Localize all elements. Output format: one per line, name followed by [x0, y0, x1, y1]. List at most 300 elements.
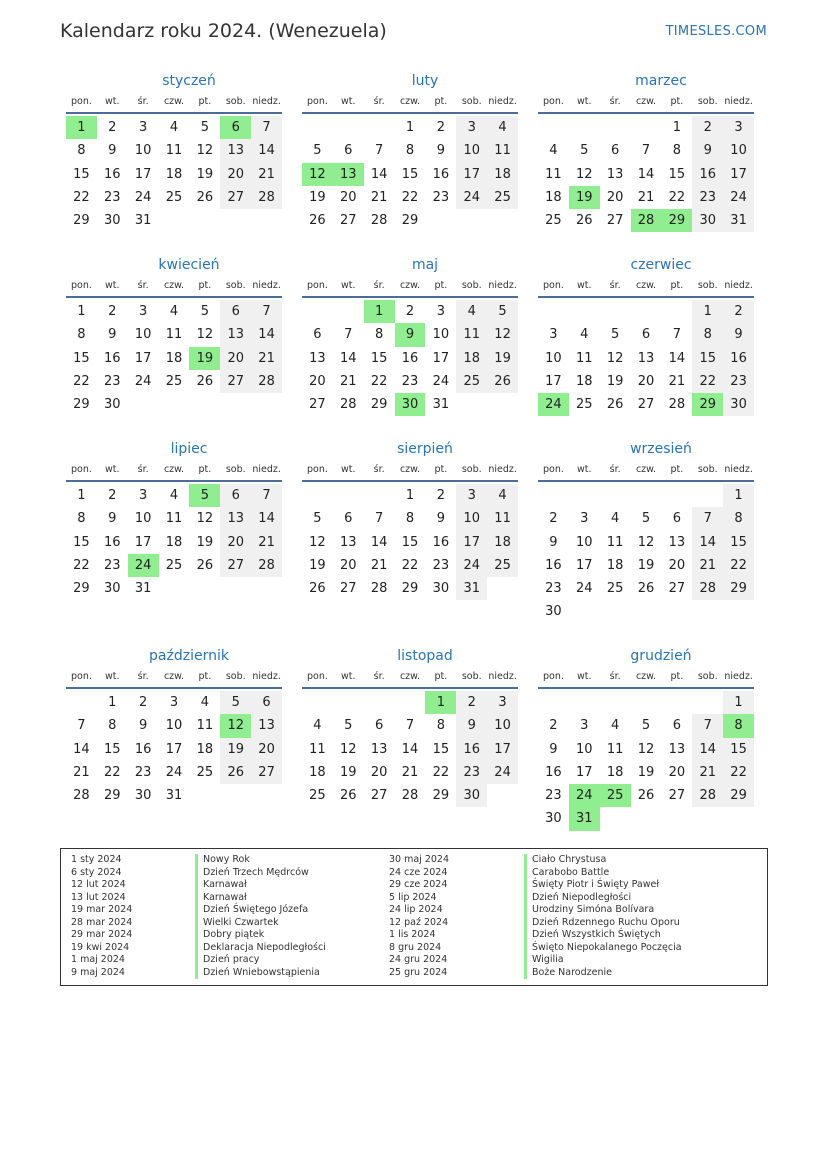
weekend-day-cell: 18 [487, 163, 518, 186]
day-cell: 10 [134, 327, 152, 343]
day-cell: 11 [165, 511, 183, 527]
day-cell: 23 [401, 373, 419, 389]
holiday-date: 1 lis 2024 [389, 929, 436, 940]
month-name: październik [149, 648, 229, 664]
day-cell: 4 [313, 718, 322, 734]
day-cell: 13 [606, 166, 624, 182]
weekday-label: pt. [434, 464, 448, 475]
holiday-date: 6 sty 2024 [71, 866, 122, 878]
weekday-label: czw. [163, 96, 185, 107]
empty-cell [333, 484, 364, 507]
day-cell: 15 [401, 534, 419, 550]
day-cell: 16 [104, 534, 121, 550]
empty-cell [661, 484, 692, 507]
month-block [66, 436, 282, 600]
weekday-label: śr. [609, 96, 621, 107]
weekday-label: niedz. [724, 96, 753, 107]
empty-cell [569, 484, 600, 507]
day-cell: 31 [134, 213, 152, 229]
holiday-name: Dzień Rdzennego Ruchu Oporu [524, 917, 682, 930]
empty-cell [569, 300, 600, 323]
weekday-label: czw. [399, 464, 421, 475]
empty-cell [364, 691, 395, 714]
weekday-label: niedz. [252, 96, 281, 107]
weekday-label: wt. [105, 671, 120, 682]
day-cell: 10 [134, 511, 152, 527]
weekday-label: śr. [137, 464, 149, 475]
day-cell: 30 [134, 788, 152, 804]
empty-cell [66, 691, 97, 714]
weekday-label: niedz. [252, 671, 281, 682]
day-cell: 27 [340, 213, 357, 229]
day-cell: 15 [73, 350, 90, 366]
day-cell: 20 [668, 557, 686, 573]
day-cell: 29 [73, 581, 90, 597]
holiday-date: 8 gru 2024 [389, 941, 442, 953]
holiday-name: Karnawał [195, 892, 326, 905]
weekday-label: sob. [225, 671, 246, 682]
empty-cell [395, 691, 426, 714]
weekend-day-cell: 26 [220, 761, 251, 784]
empty-cell [302, 484, 333, 507]
weekday-label: pt. [670, 464, 684, 475]
weekend-day-cell: 14 [251, 507, 282, 530]
day-cell: 17 [165, 741, 183, 757]
day-cell: 22 [73, 557, 90, 573]
day-cell: 17 [134, 534, 152, 550]
weekday-label: czw. [163, 280, 185, 291]
day-cell: 8 [672, 143, 681, 159]
day-cell: 17 [545, 373, 562, 389]
weekend-day-cell: 13 [220, 139, 251, 162]
weekend-day-cell: 2 [456, 691, 487, 714]
weekday-label: niedz. [488, 96, 517, 107]
holiday-date: 29 mar 2024 [71, 929, 133, 940]
day-cell: 22 [73, 373, 90, 389]
weekend-day-cell: 17 [723, 163, 754, 186]
day-cell: 29 [401, 213, 419, 229]
day-cell: 1 [405, 488, 415, 503]
weekend-day-cell: 28 [251, 370, 282, 393]
day-cell: 24 [134, 373, 152, 389]
day-cell: 17 [576, 557, 593, 573]
day-cell: 21 [637, 189, 655, 205]
weekend-day-cell: 10 [723, 139, 754, 162]
day-cell: 23 [432, 189, 450, 205]
weekday-label: pon. [70, 671, 92, 682]
day-cell: 29 [73, 213, 90, 229]
weekend-day-cell: 23 [456, 761, 487, 784]
day-cell: 12 [340, 741, 357, 757]
weekend-day-cell: 15 [692, 347, 723, 370]
holiday-date: 1 sty 2024 [71, 854, 122, 865]
month-name: sierpień [397, 441, 453, 457]
day-cell: 9 [436, 511, 445, 527]
weekday-label: niedz. [724, 280, 753, 291]
weekday-header [538, 94, 754, 114]
weekday-label: pon. [306, 96, 328, 107]
weekend-day-cell: 27 [220, 554, 251, 577]
holiday-day-cell: 31 [569, 807, 600, 830]
day-cell: 3 [580, 718, 589, 734]
holiday-date: 19 mar 2024 [71, 904, 133, 915]
weekend-day-cell: 18 [487, 531, 518, 554]
day-cell: 12 [196, 143, 214, 159]
weekend-day-cell: 24 [723, 186, 754, 209]
holiday-day-cell: 5 [189, 484, 220, 507]
empty-cell [302, 300, 333, 323]
day-cell: 23 [545, 788, 562, 804]
weekend-day-cell: 28 [251, 554, 282, 577]
month-block [302, 252, 518, 416]
day-cell: 15 [370, 350, 388, 366]
day-cell: 27 [668, 581, 686, 597]
day-cell: 18 [606, 764, 624, 780]
weekend-day-cell: 25 [456, 370, 487, 393]
day-cell: 19 [637, 557, 655, 573]
empty-cell [600, 300, 631, 323]
day-cell: 11 [165, 327, 183, 343]
weekday-label: czw. [399, 671, 421, 682]
day-cell: 16 [134, 741, 152, 757]
weekend-day-cell: 25 [487, 186, 518, 209]
weekend-day-cell: 22 [723, 554, 754, 577]
day-cell: 29 [370, 397, 388, 413]
weekend-day-cell: 5 [487, 300, 518, 323]
weekday-label: niedz. [724, 671, 753, 682]
day-cell: 5 [580, 143, 589, 159]
weekend-day-cell: 1 [723, 691, 754, 714]
empty-cell [631, 691, 662, 714]
day-cell: 11 [606, 741, 624, 757]
month-block [538, 436, 754, 624]
day-cell: 9 [138, 718, 148, 734]
weekend-day-cell: 2 [692, 116, 723, 139]
day-cell: 5 [200, 120, 209, 135]
weekday-label: pt. [434, 280, 448, 291]
day-grid [302, 691, 518, 807]
weekend-day-cell: 21 [692, 554, 723, 577]
weekend-day-cell: 3 [723, 116, 754, 139]
weekday-label: pt. [198, 671, 212, 682]
weekend-day-cell: 21 [251, 347, 282, 370]
weekend-day-cell: 15 [723, 531, 754, 554]
day-grid [538, 300, 754, 416]
day-cell: 8 [405, 511, 415, 527]
empty-cell [600, 691, 631, 714]
day-cell: 12 [576, 166, 593, 182]
weekday-label: śr. [373, 671, 385, 682]
day-cell: 24 [576, 581, 593, 597]
month-block [302, 68, 518, 232]
day-cell: 25 [576, 397, 593, 413]
weekend-day-cell: 14 [251, 139, 282, 162]
day-cell: 15 [401, 166, 419, 182]
weekend-day-cell: 20 [220, 347, 251, 370]
day-cell: 15 [73, 166, 90, 182]
weekend-day-cell: 31 [456, 577, 487, 600]
day-cell: 13 [668, 741, 686, 757]
weekend-day-cell: 6 [220, 484, 251, 507]
weekday-label: niedz. [488, 464, 517, 475]
site-link[interactable]: TIMESLES.COM [665, 24, 767, 39]
holiday-name: Święty Piotr i Święty Paweł [524, 879, 682, 892]
holiday-day-cell: 8 [723, 714, 754, 737]
day-cell: 9 [549, 741, 558, 757]
weekday-label: sob. [225, 96, 246, 107]
day-cell: 16 [545, 557, 562, 573]
weekend-day-cell: 28 [692, 577, 723, 600]
day-cell: 15 [104, 741, 121, 757]
weekend-day-cell: 21 [692, 761, 723, 784]
month-block [538, 68, 754, 232]
day-cell: 12 [309, 534, 326, 550]
day-cell: 21 [401, 764, 419, 780]
weekend-day-cell: 11 [487, 507, 518, 530]
empty-cell [692, 484, 723, 507]
day-cell: 16 [401, 350, 419, 366]
day-cell: 22 [401, 189, 419, 205]
day-cell: 23 [104, 373, 121, 389]
month-name: luty [411, 73, 439, 89]
day-cell: 14 [370, 534, 388, 550]
day-cell: 23 [104, 557, 121, 573]
weekend-day-cell: 8 [692, 323, 723, 346]
day-cell: 16 [104, 350, 121, 366]
day-cell: 28 [401, 788, 419, 804]
day-cell: 23 [134, 764, 152, 780]
day-cell: 15 [432, 741, 450, 757]
weekday-label: pon. [306, 464, 328, 475]
day-cell: 3 [138, 120, 148, 135]
empty-cell [364, 484, 395, 507]
day-cell: 28 [370, 581, 388, 597]
day-cell: 23 [545, 581, 562, 597]
month-block [66, 643, 282, 807]
day-cell: 13 [340, 534, 357, 550]
weekend-day-cell: 7 [251, 484, 282, 507]
weekday-label: śr. [137, 96, 149, 107]
weekday-label: wt. [577, 464, 592, 475]
weekday-label: śr. [373, 464, 385, 475]
weekday-label: sob. [461, 280, 482, 291]
day-cell: 10 [432, 327, 450, 343]
holiday-date: 24 gru 2024 [389, 954, 448, 965]
day-cell: 21 [370, 189, 388, 205]
day-cell: 21 [340, 373, 357, 389]
day-cell: 19 [606, 373, 624, 389]
weekend-day-cell: 7 [251, 116, 282, 139]
holiday-date: 24 cze 2024 [389, 866, 448, 878]
day-cell: 7 [374, 511, 384, 527]
weekend-day-cell: 30 [692, 209, 723, 232]
holiday-name: Deklaracja Niepodległości [195, 942, 326, 955]
empty-cell [538, 116, 569, 139]
day-cell: 15 [73, 534, 90, 550]
weekday-label: sob. [697, 671, 718, 682]
day-cell: 13 [370, 741, 388, 757]
day-cell: 5 [610, 327, 620, 343]
weekday-label: śr. [609, 671, 621, 682]
day-cell: 7 [672, 327, 681, 343]
day-cell: 16 [104, 166, 121, 182]
weekend-day-cell: 4 [487, 116, 518, 139]
weekend-day-cell: 27 [251, 761, 282, 784]
month-name: marzec [635, 73, 687, 89]
weekday-label: pt. [670, 280, 684, 291]
empty-cell [538, 691, 569, 714]
day-cell: 26 [606, 397, 624, 413]
weekday-label: sob. [461, 96, 482, 107]
weekend-day-cell: 27 [220, 370, 251, 393]
weekday-label: wt. [105, 464, 120, 475]
day-cell: 8 [405, 143, 415, 159]
holiday-day-cell: 24 [538, 393, 569, 416]
day-cell: 3 [169, 695, 179, 710]
weekday-label: pon. [542, 96, 564, 107]
day-cell: 25 [165, 373, 183, 389]
month-name: maj [411, 257, 439, 273]
weekday-label: pon. [70, 280, 92, 291]
day-cell: 4 [610, 718, 620, 734]
day-cell: 20 [637, 373, 655, 389]
empty-cell [569, 691, 600, 714]
day-cell: 22 [104, 764, 121, 780]
day-cell: 24 [432, 373, 450, 389]
holiday-day-cell: 1 [425, 691, 456, 714]
weekday-label: niedz. [488, 280, 517, 291]
month-name: styczeń [162, 73, 216, 89]
weekend-day-cell: 24 [456, 554, 487, 577]
day-cell: 20 [340, 189, 357, 205]
holiday-name: Dzień Niepodległości [524, 892, 682, 905]
day-cell: 20 [668, 764, 686, 780]
holiday-day-cell: 12 [302, 163, 333, 186]
weekday-label: wt. [105, 280, 120, 291]
weekday-label: niedz. [252, 280, 281, 291]
weekend-day-cell: 19 [220, 738, 251, 761]
weekend-day-cell: 28 [692, 784, 723, 807]
weekday-label: sob. [225, 280, 246, 291]
weekday-label: wt. [577, 280, 592, 291]
day-cell: 20 [606, 189, 624, 205]
holiday-date: 24 lip 2024 [389, 904, 443, 915]
day-grid [302, 116, 518, 232]
month-name: kwiecień [158, 257, 220, 273]
day-cell: 29 [104, 788, 121, 804]
weekday-header [302, 278, 518, 298]
day-cell: 6 [672, 718, 681, 734]
holiday-day-cell: 29 [661, 209, 692, 232]
day-cell: 7 [374, 143, 384, 159]
holiday-date: 9 maj 2024 [71, 966, 125, 978]
weekend-day-cell: 27 [220, 186, 251, 209]
weekend-day-cell: 10 [456, 507, 487, 530]
day-cell: 4 [169, 120, 179, 135]
day-cell: 11 [576, 350, 593, 366]
day-cell: 13 [309, 350, 326, 366]
day-cell: 6 [344, 511, 353, 527]
weekend-day-cell: 14 [692, 531, 723, 554]
weekday-label: sob. [225, 464, 246, 475]
day-cell: 14 [637, 166, 655, 182]
day-grid [538, 691, 754, 831]
weekend-day-cell: 7 [692, 714, 723, 737]
weekend-day-cell: 22 [692, 370, 723, 393]
day-cell: 26 [309, 581, 326, 597]
day-cell: 7 [344, 327, 353, 343]
day-cell: 3 [138, 304, 148, 319]
weekend-day-cell: 25 [487, 554, 518, 577]
weekend-day-cell: 16 [723, 347, 754, 370]
day-cell: 16 [432, 166, 450, 182]
weekday-label: pt. [198, 464, 212, 475]
day-cell: 18 [165, 350, 183, 366]
day-cell: 8 [108, 718, 117, 734]
holiday-date: 13 lut 2024 [71, 891, 126, 903]
day-cell: 26 [196, 373, 214, 389]
day-cell: 1 [77, 488, 86, 503]
holiday-day-cell: 1 [66, 116, 97, 139]
weekday-header [302, 94, 518, 114]
weekday-label: niedz. [252, 464, 281, 475]
day-cell: 27 [606, 213, 624, 229]
day-cell: 10 [545, 350, 562, 366]
day-cell: 11 [196, 718, 214, 734]
weekday-header [66, 278, 282, 298]
holiday-name: Dzień Świętego Józefa [195, 904, 326, 917]
empty-cell [631, 300, 662, 323]
holiday-name: Wielki Czwartek [195, 917, 326, 930]
day-cell: 2 [436, 120, 445, 135]
day-cell: 24 [165, 764, 183, 780]
weekend-day-cell: 17 [487, 738, 518, 761]
month-name: czerwiec [630, 257, 692, 273]
empty-cell [333, 300, 364, 323]
day-cell: 14 [73, 741, 90, 757]
day-grid [302, 300, 518, 416]
legend-dates-col-1 [71, 854, 132, 979]
day-cell: 26 [637, 788, 655, 804]
holiday-name: Urodziny Simóna Bolívara [524, 904, 682, 917]
day-cell: 3 [436, 304, 445, 319]
day-cell: 8 [436, 718, 445, 734]
weekend-day-cell: 28 [251, 186, 282, 209]
day-cell: 27 [637, 397, 655, 413]
holiday-date: 12 paź 2024 [389, 916, 449, 928]
holiday-day-cell: 13 [333, 163, 364, 186]
day-cell: 26 [196, 557, 214, 573]
day-grid [66, 484, 282, 600]
weekend-day-cell: 15 [723, 738, 754, 761]
day-cell: 19 [196, 166, 214, 182]
day-cell: 17 [134, 166, 152, 182]
weekend-day-cell: 24 [487, 761, 518, 784]
day-cell: 6 [672, 511, 681, 527]
weekday-label: niedz. [488, 671, 517, 682]
weekday-label: śr. [609, 280, 621, 291]
weekend-day-cell: 4 [456, 300, 487, 323]
weekday-header [538, 278, 754, 298]
month-name: lipiec [170, 441, 208, 457]
day-cell: 22 [668, 189, 686, 205]
weekday-label: sob. [697, 280, 718, 291]
weekday-label: pon. [70, 96, 92, 107]
holiday-date: 25 gru 2024 [389, 966, 448, 978]
day-cell: 30 [432, 581, 450, 597]
day-cell: 4 [200, 695, 209, 710]
day-cell: 29 [432, 788, 450, 804]
